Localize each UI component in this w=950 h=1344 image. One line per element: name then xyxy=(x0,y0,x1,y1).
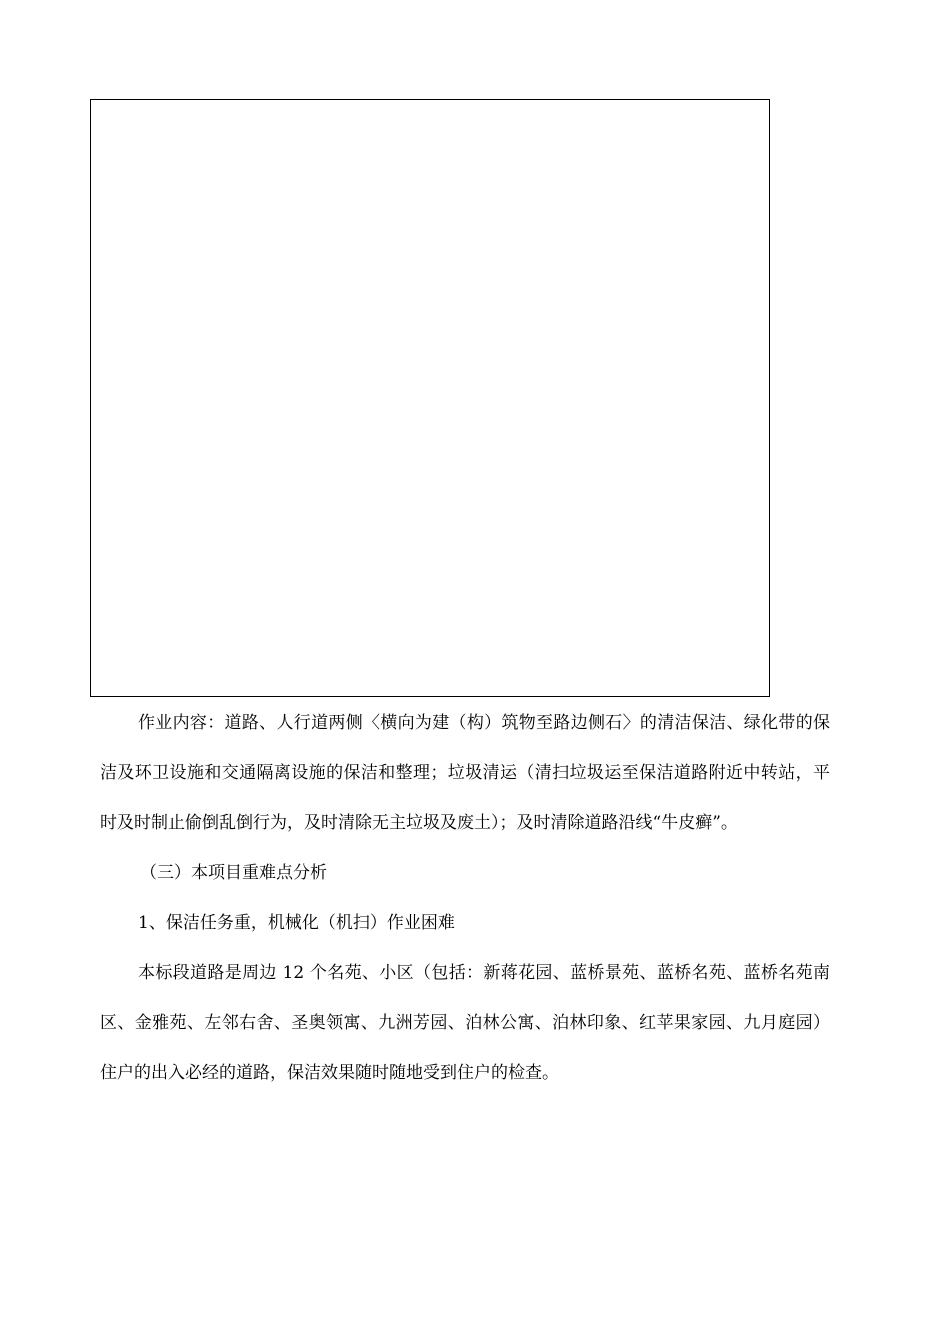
subheading-1: 1、保洁任务重，机械化（机扫）作业困难 xyxy=(138,913,455,933)
paragraph-work-content: 作业内容：道路、人行道两侧〈横向为建（构）筑物至路边侧石〉的清洁保洁、绿化带的保洁及环卫设施和交通隔离设施的保洁和整理；垃圾清运（清扫垃圾运至保洁道路附近中转站，平时及时制止偷倒乱倒行为，及时清除无主垃圾及废土）；及时清除道路沿线“牛皮癣”。 xyxy=(100,713,830,833)
section-heading: （三）本项目重难点分析 xyxy=(140,863,327,883)
paragraph-body-1: 本标段道路是周边 12 个名苑、小区（包括：新蒋花园、蓝桥景苑、蓝桥名苑、蓝桥名苑南区、金雅苑、左邻右舍、圣奥领寓、九洲芳园、泊林公寓、泊林印象、红苹果家园、九月庭园）住户的出入必经的道路，保洁效果随时随地受到住户的检查。 xyxy=(100,963,830,1083)
figure-frame xyxy=(90,99,770,697)
document-body xyxy=(100,698,830,1098)
